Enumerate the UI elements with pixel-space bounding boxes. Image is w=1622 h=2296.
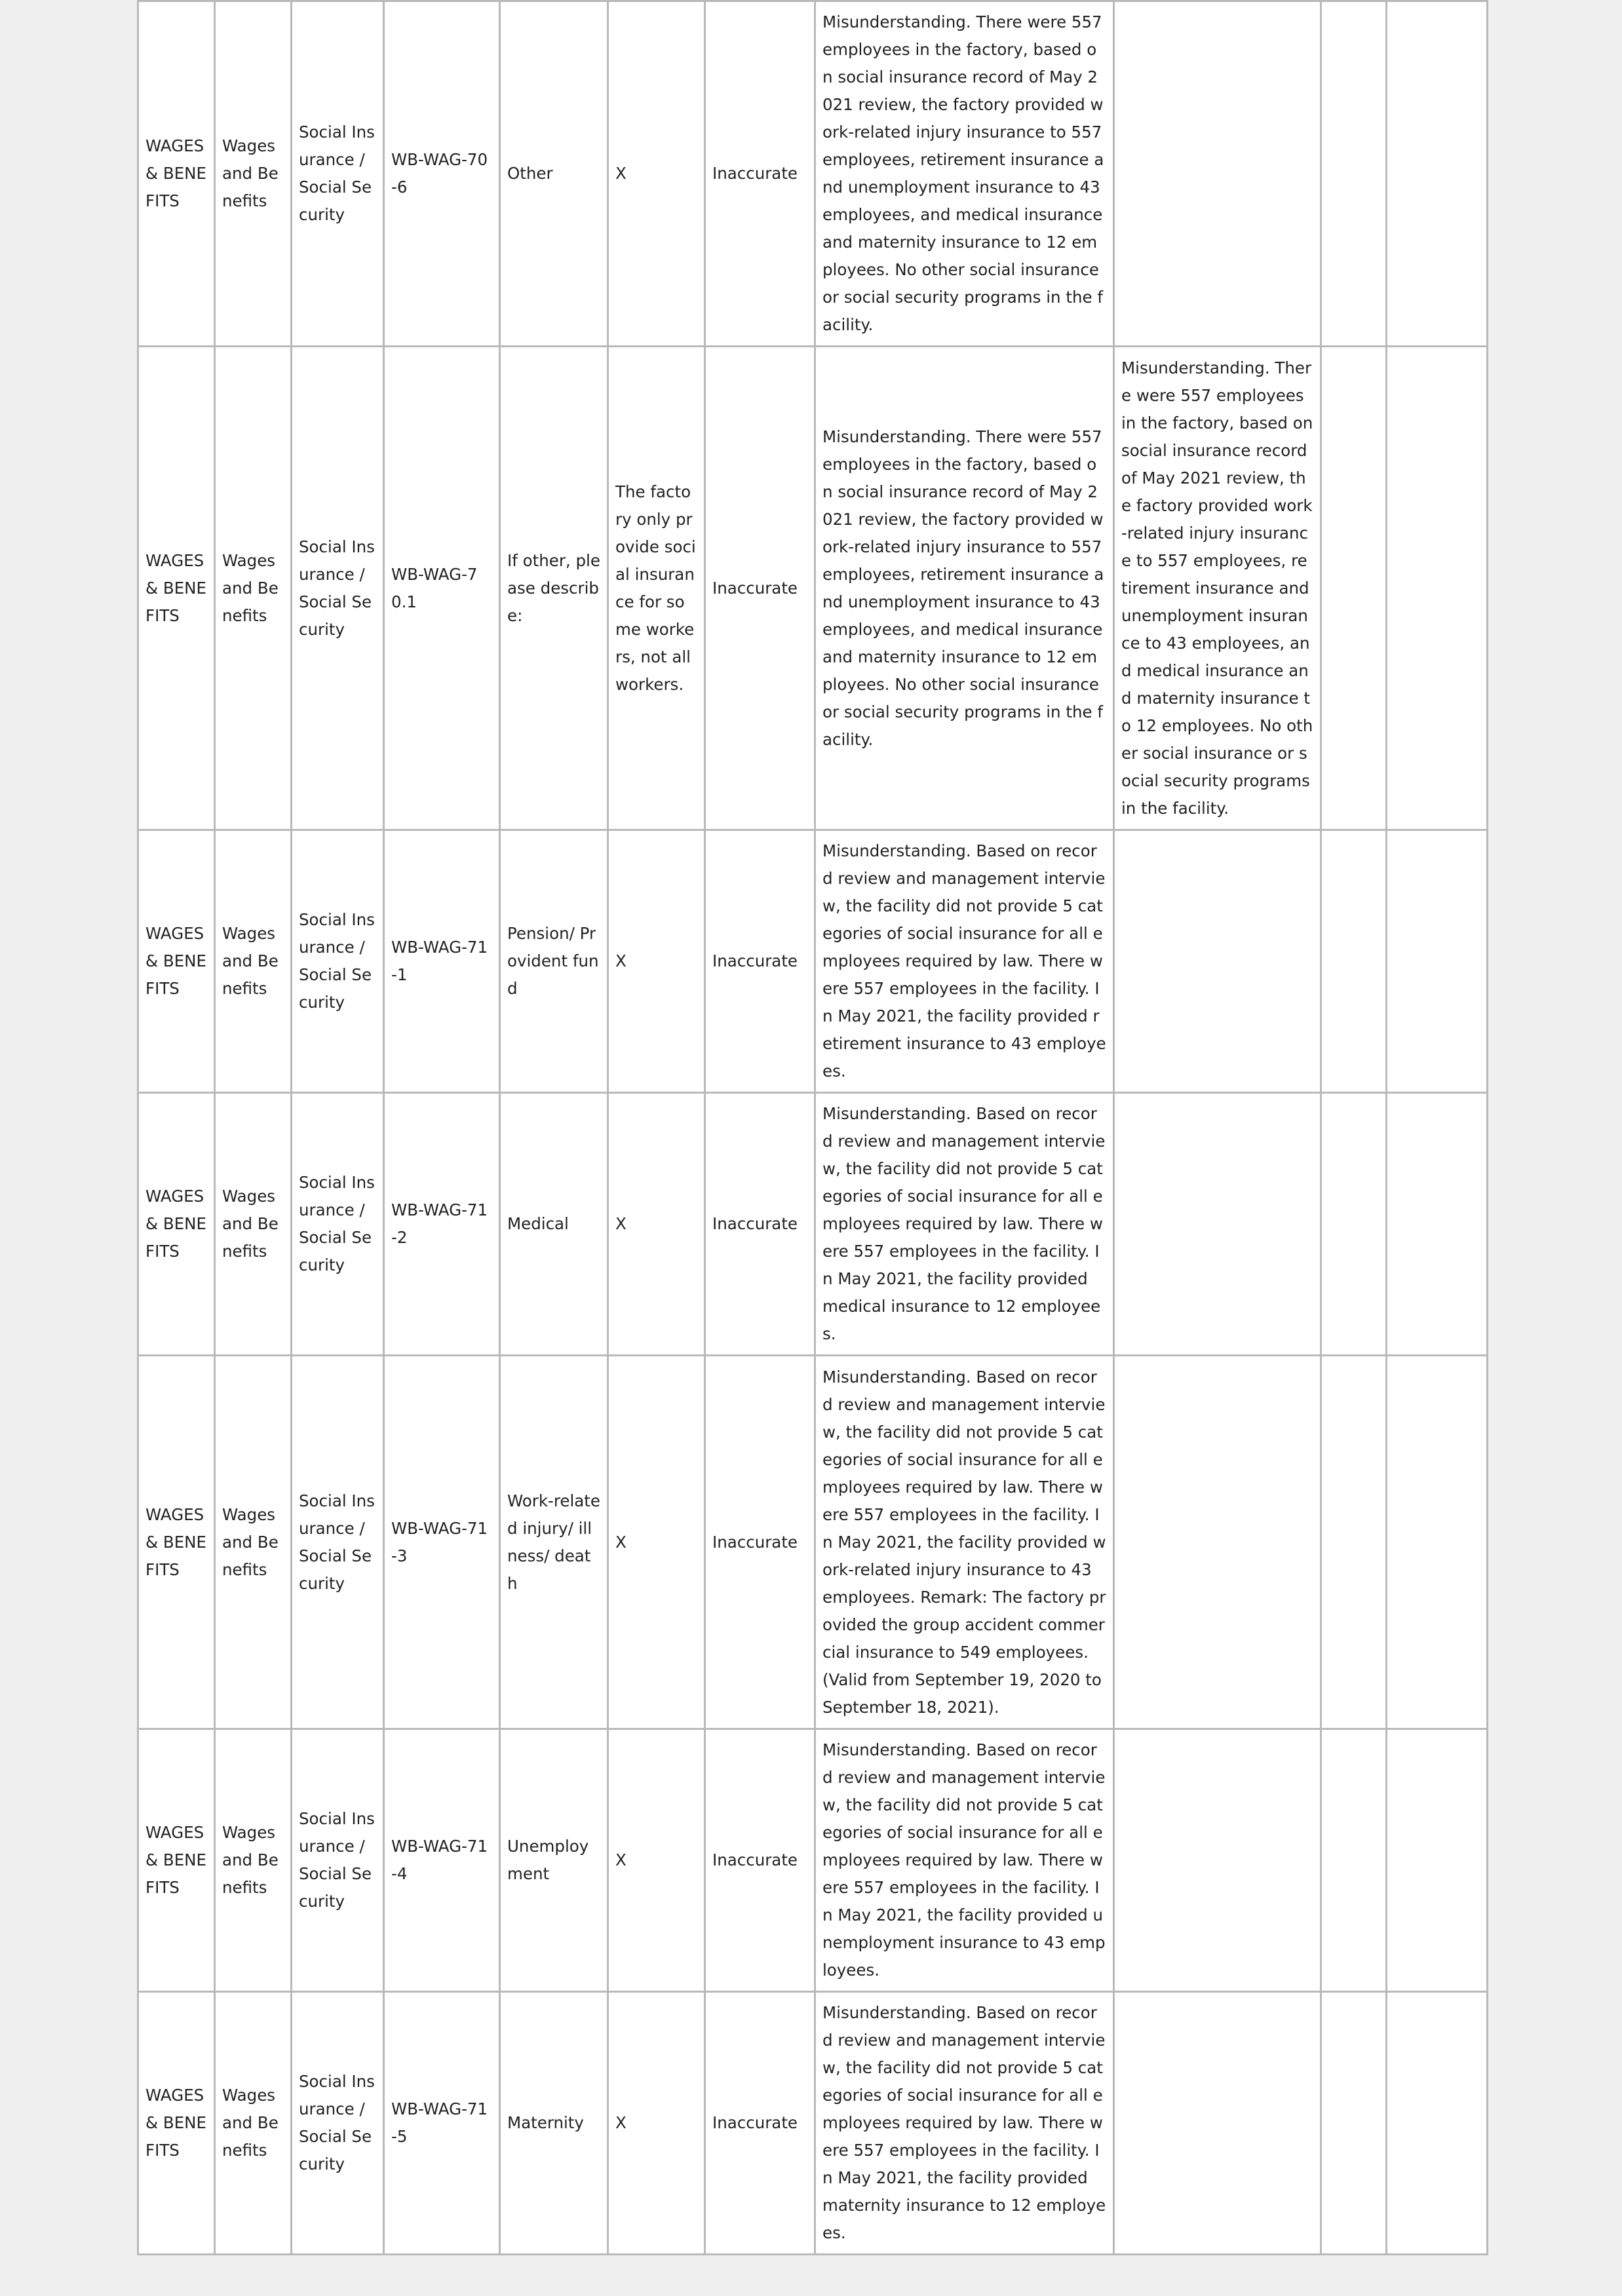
question-id-cell: WB-WAG-71-2 [384, 1093, 500, 1356]
answer-cell: X [608, 830, 705, 1093]
table-row [138, 1992, 1488, 2255]
extra-cell [1321, 830, 1387, 1093]
category-cell: Wages and Benefits [215, 1356, 292, 1729]
finding-cell: Misunderstanding. Based on record review and management interview, the facility did not provide 5 categories of social insurance for all employees required by law. There were 557 employees in the facility. In May 2021, the facility provided maternity insurance to 12 employees. [815, 1992, 1114, 2255]
question-cell: Pension/ Provident fund [500, 830, 608, 1093]
table-row [138, 1, 1488, 347]
section-cell: WAGES & BENEFITS [138, 347, 215, 830]
answer-cell: X [608, 1093, 705, 1356]
comment-cell [1114, 830, 1321, 1093]
subcategory-cell: Social Insurance / Social Security [292, 830, 384, 1093]
category-cell: Wages and Benefits [215, 830, 292, 1093]
status-cell: Inaccurate [705, 347, 815, 830]
subcategory-cell: Social Insurance / Social Security [292, 1729, 384, 1992]
extra-cell [1321, 1729, 1387, 1992]
comment-cell [1114, 1093, 1321, 1356]
finding-cell: Misunderstanding. Based on record review and management interview, the facility did not provide 5 categories of social insurance for all employees required by law. There were 557 employees in the facility. In May 2021, the facility provided unemployment insurance to 43 employees. [815, 1729, 1114, 1992]
subcategory-cell: Social Insurance / Social Security [292, 1, 384, 347]
question-id-cell: WB-WAG-71-1 [384, 830, 500, 1093]
question-cell: Unemployment [500, 1729, 608, 1992]
extra-cell [1387, 1, 1488, 347]
table-row [138, 830, 1488, 1093]
comment-cell [1114, 1356, 1321, 1729]
answer-cell: The factory only provide social insurance for some workers, not all workers. [608, 347, 705, 830]
comment-cell [1114, 1729, 1321, 1992]
comment-cell [1114, 1, 1321, 347]
category-cell: Wages and Benefits [215, 1, 292, 347]
question-id-cell: WB-WAG-70-6 [384, 1, 500, 347]
table-row [138, 1093, 1488, 1356]
comment-cell: Misunderstanding. There were 557 employees in the factory, based on social insurance record of May 2021 review, the factory provided work-related injury insurance to 557 employees, retirement insurance and unemployment insurance to 43 employees, and medical insurance and maternity insurance to 12 employees. No other social insurance or social security programs in the facility. [1114, 347, 1321, 830]
category-cell: Wages and Benefits [215, 347, 292, 830]
table-row [138, 347, 1488, 830]
question-cell: Other [500, 1, 608, 347]
question-cell: Work-related injury/ illness/ death [500, 1356, 608, 1729]
extra-cell [1321, 1356, 1387, 1729]
finding-cell: Misunderstanding. Based on record review and management interview, the facility did not provide 5 categories of social insurance for all employees required by law. There were 557 employees in the facility. In May 2021, the facility provided work-related injury insurance to 43 employees. Remark: The factory provided the group accident commercial insurance to 549 employees. (Valid from September 19, 2020 to September 18, 2021). [815, 1356, 1114, 1729]
extra-cell [1321, 1093, 1387, 1356]
extra-cell [1387, 1093, 1488, 1356]
status-cell: Inaccurate [705, 830, 815, 1093]
answer-cell: X [608, 1, 705, 347]
extra-cell [1387, 830, 1488, 1093]
finding-cell: Misunderstanding. Based on record review and management interview, the facility did not provide 5 categories of social insurance for all employees required by law. There were 557 employees in the facility. In May 2021, the facility provided retirement insurance to 43 employees. [815, 830, 1114, 1093]
section-cell: WAGES & BENEFITS [138, 830, 215, 1093]
extra-cell [1321, 1992, 1387, 2255]
section-cell: WAGES & BENEFITS [138, 1729, 215, 1992]
question-id-cell: WB-WAG-71-3 [384, 1356, 500, 1729]
question-id-cell: WB-WAG-71-4 [384, 1729, 500, 1992]
extra-cell [1321, 1, 1387, 347]
question-cell: If other, please describe: [500, 347, 608, 830]
status-cell: Inaccurate [705, 1, 815, 347]
table-row [138, 1729, 1488, 1992]
section-cell: WAGES & BENEFITS [138, 1356, 215, 1729]
answer-cell: X [608, 1729, 705, 1992]
category-cell: Wages and Benefits [215, 1992, 292, 2255]
audit-findings-table [137, 0, 1488, 2255]
section-cell: WAGES & BENEFITS [138, 1093, 215, 1356]
status-cell: Inaccurate [705, 1093, 815, 1356]
subcategory-cell: Social Insurance / Social Security [292, 347, 384, 830]
subcategory-cell: Social Insurance / Social Security [292, 1992, 384, 2255]
question-id-cell: WB-WAG-70.1 [384, 347, 500, 830]
category-cell: Wages and Benefits [215, 1093, 292, 1356]
section-cell: WAGES & BENEFITS [138, 1992, 215, 2255]
answer-cell: X [608, 1356, 705, 1729]
extra-cell [1387, 347, 1488, 830]
finding-cell: Misunderstanding. There were 557 employees in the factory, based on social insurance record of May 2021 review, the factory provided work-related injury insurance to 557 employees, retirement insurance and unemployment insurance to 43 employees, and medical insurance and maternity insurance to 12 employees. No other social insurance or social security programs in the facility. [815, 1, 1114, 347]
status-cell: Inaccurate [705, 1729, 815, 1992]
category-cell: Wages and Benefits [215, 1729, 292, 1992]
extra-cell [1321, 347, 1387, 830]
section-cell: WAGES & BENEFITS [138, 1, 215, 347]
comment-cell [1114, 1992, 1321, 2255]
table-row [138, 1356, 1488, 1729]
question-cell: Medical [500, 1093, 608, 1356]
subcategory-cell: Social Insurance / Social Security [292, 1356, 384, 1729]
finding-cell: Misunderstanding. Based on record review and management interview, the facility did not provide 5 categories of social insurance for all employees required by law. There were 557 employees in the facility. In May 2021, the facility provided medical insurance to 12 employees. [815, 1093, 1114, 1356]
extra-cell [1387, 1992, 1488, 2255]
question-id-cell: WB-WAG-71-5 [384, 1992, 500, 2255]
subcategory-cell: Social Insurance / Social Security [292, 1093, 384, 1356]
status-cell: Inaccurate [705, 1356, 815, 1729]
question-cell: Maternity [500, 1992, 608, 2255]
answer-cell: X [608, 1992, 705, 2255]
extra-cell [1387, 1356, 1488, 1729]
status-cell: Inaccurate [705, 1992, 815, 2255]
finding-cell: Misunderstanding. There were 557 employees in the factory, based on social insurance record of May 2021 review, the factory provided work-related injury insurance to 557 employees, retirement insurance and unemployment insurance to 43 employees, and medical insurance and maternity insurance to 12 employees. No other social insurance or social security programs in the facility. [815, 347, 1114, 830]
extra-cell [1387, 1729, 1488, 1992]
